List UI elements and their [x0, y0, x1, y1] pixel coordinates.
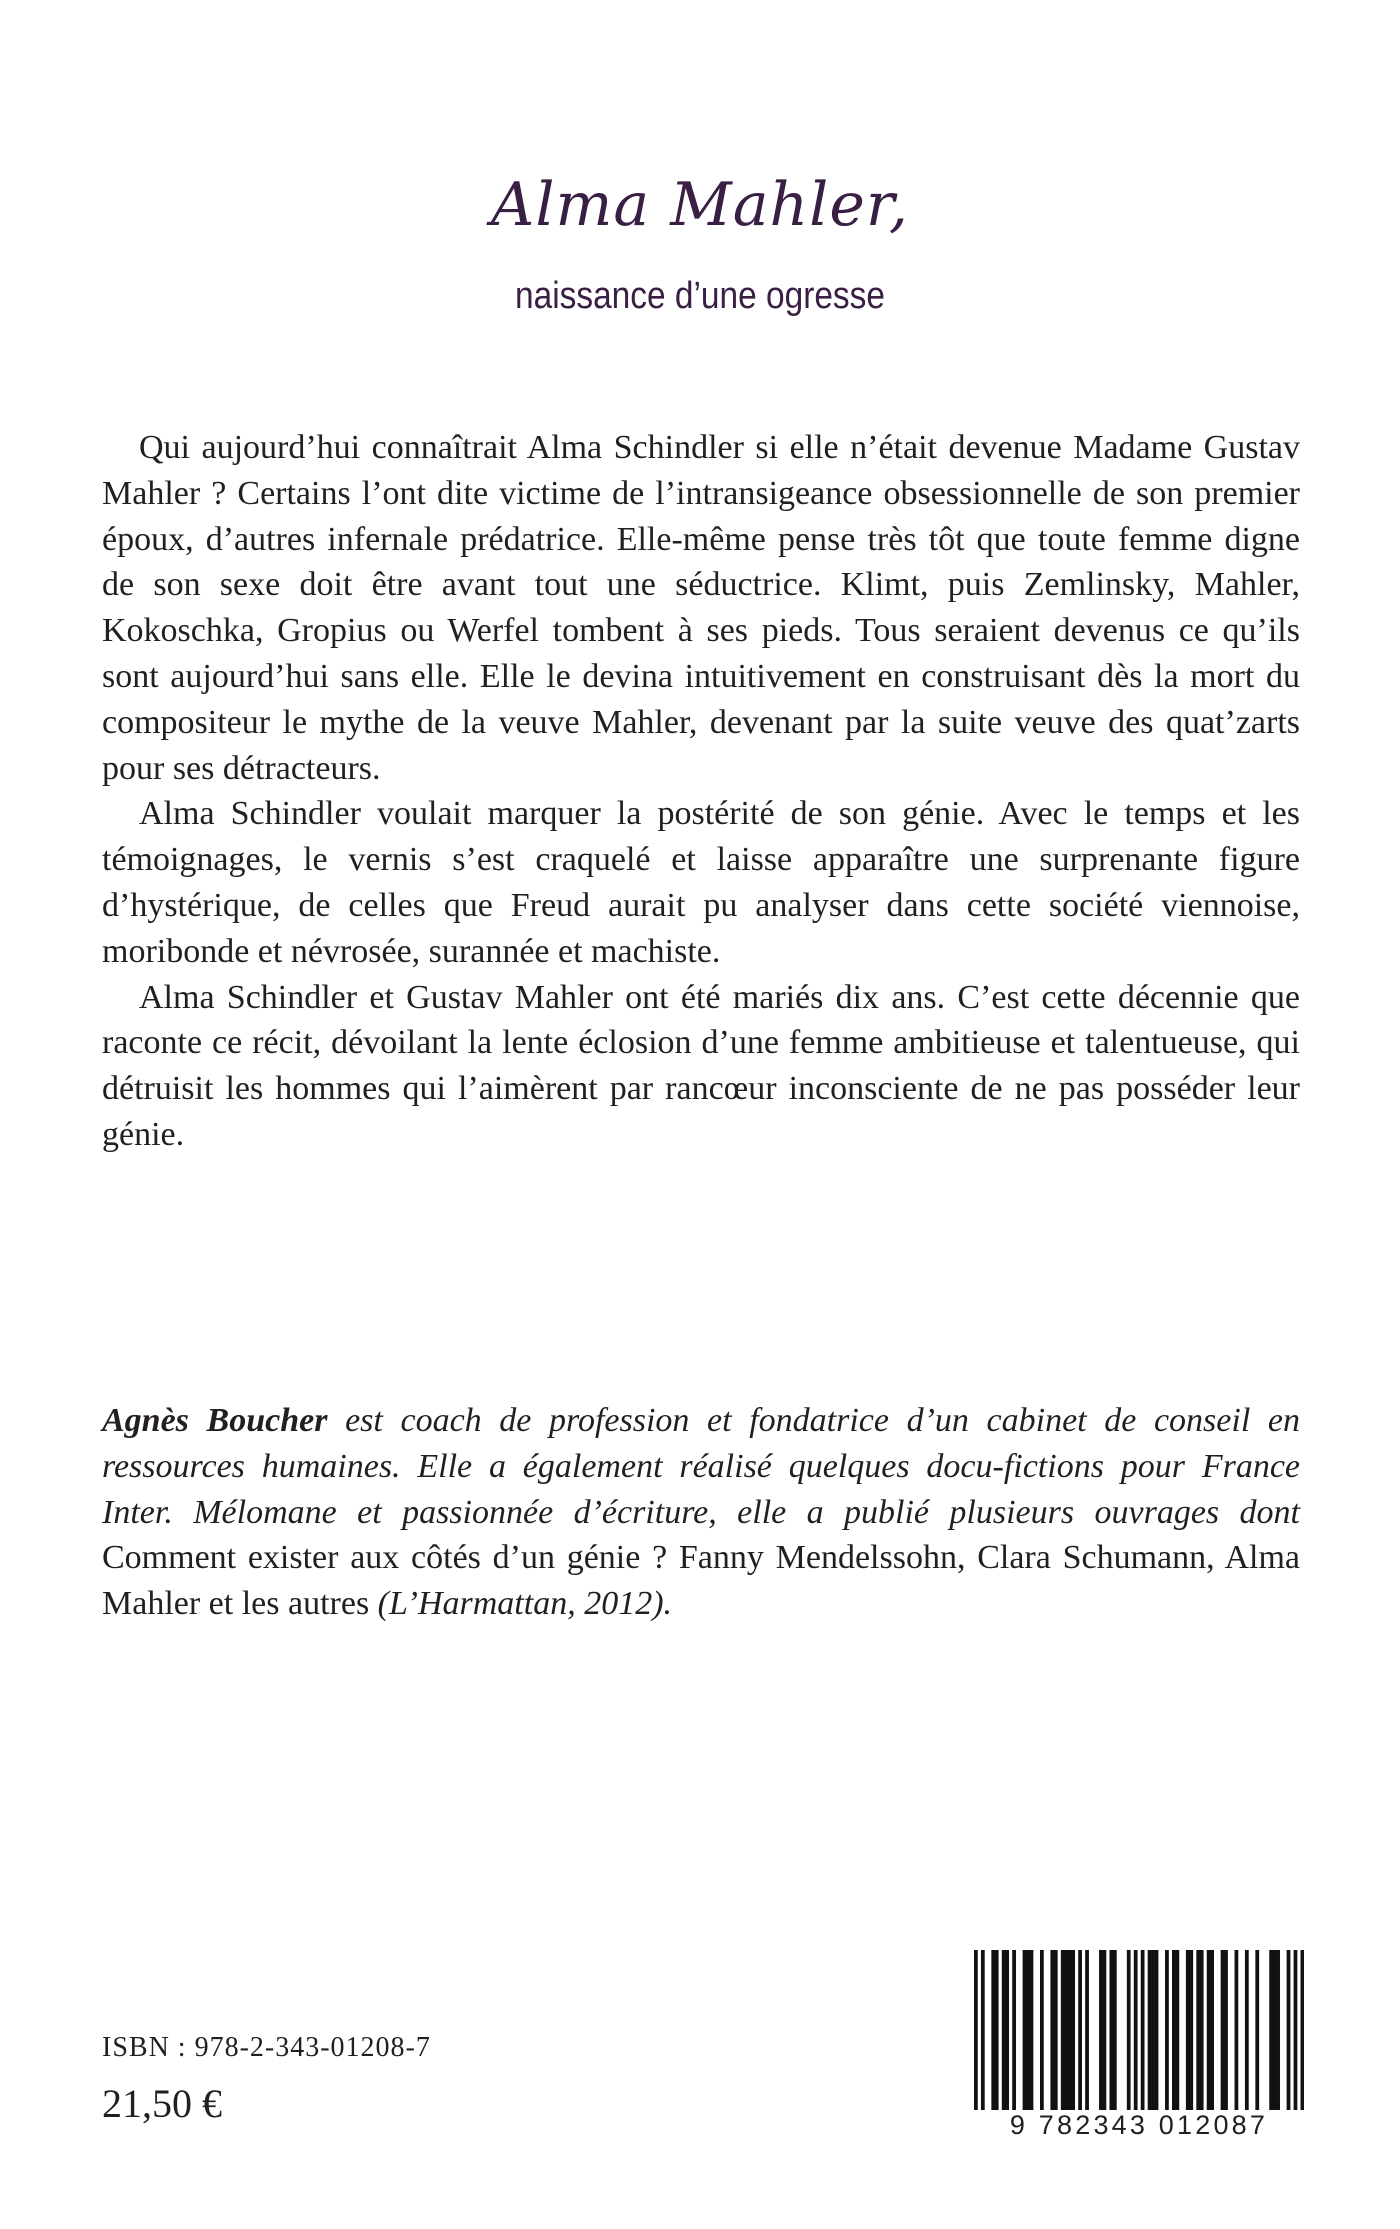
price-label: 21,50 € [102, 2081, 222, 2126]
publisher-note: (L’Harmattan, 2012). [369, 1585, 673, 1623]
cited-book-title: Comment exister aux côtés d’un génie ? Fanny Mendelssohn, Clara Schumann, Alma Mahler et les autres [102, 1539, 1300, 1623]
summary-paragraph: Alma Schindler et Gustav Mahler ont été mariés dix ans. C’est cette décennie que raconte ce récit, dévoilant la lente éclosion d’une femme ambitieuse et talentueuse, qui détruisit les hommes qui l’aimèrent par rancœur inconsciente de ne pas posséder leur génie. [102, 978, 1300, 1153]
barcode-digits: 9 782343 012087 [974, 2110, 1304, 2141]
author-name: Agnès Boucher [102, 1402, 328, 1439]
isbn-label: ISBN : 978-2-343-01208-7 [102, 2032, 431, 2063]
bio-text: est coach de profession et fondatrice d’un cabinet de conseil en ressources humaines. Elle a également réalisé quelques docu-fictions pour France Inter. Mélomane et passionnée d’écriture, elle a publié plusieurs ouvrages dont [102, 1402, 1300, 1531]
author-bio [102, 1398, 1300, 1627]
barcode-bars [974, 1950, 1304, 2130]
summary-paragraph: Qui aujourd’hui connaîtrait Alma Schindler si elle n’était devenue Madame Gustav Mahler ? Certains l’ont dite victime de l’intransigeance obsessionnelle de son premier époux, d’autres infernale prédatrice. Elle-même pense très tôt que toute femme digne de son sexe doit être avant tout une séductrice. Klimt, puis Zemlinsky, Mahler, Kokoschka, Gropius ou Werfel tombent à ses pieds. Tous seraient devenus ce qu’ils sont aujourd’hui sans elle. Elle le devina intuitivement en construisant dès la mort du compositeur le mythe de la veuve Mahler, devenant par la suite veuve des quat’zarts pour ses détracteurs. [102, 429, 1300, 787]
book-subtitle: naissance d’une ogresse [515, 275, 885, 317]
book-title: Alma Mahler, [491, 170, 909, 240]
summary-paragraph: Alma Schindler voulait marquer la postérité de son génie. Avec le temps et les témoignages, le vernis s’est craquelé et laisse apparaître une surprenante figure d’hystérique, de celles que Freud aurait pu analyser dans cette société viennoise, moribonde et névrosée, surannée et machiste. [102, 795, 1300, 970]
barcode-image [974, 1950, 1304, 2130]
summary-text [102, 425, 1300, 1158]
